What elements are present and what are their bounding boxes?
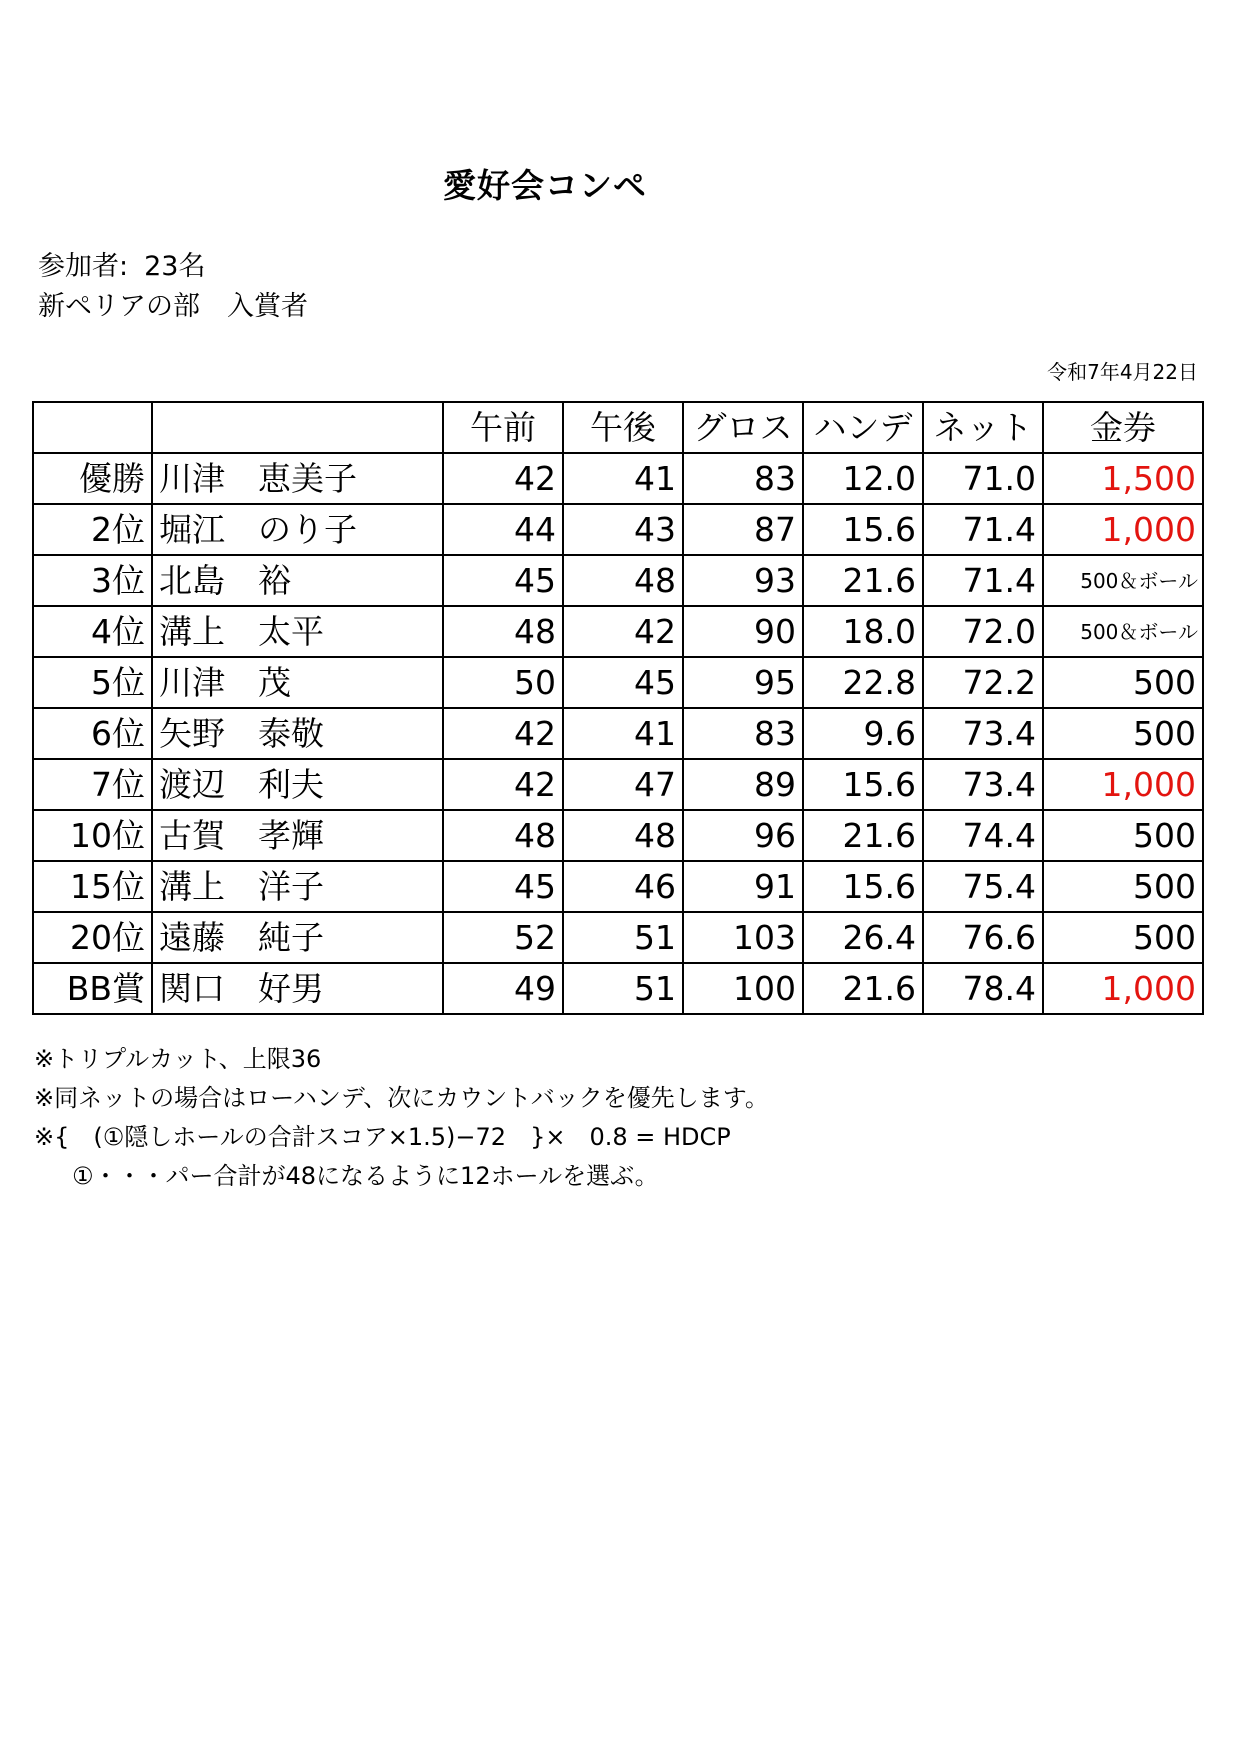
cell-name: 矢野 泰敬 — [152, 708, 443, 759]
cell-am: 48 — [443, 606, 563, 657]
cell-rank: BB賞 — [33, 963, 152, 1014]
cell-handicap: 15.6 — [803, 861, 923, 912]
cell-am: 44 — [443, 504, 563, 555]
cell-net: 72.0 — [923, 606, 1043, 657]
cell-handicap: 15.6 — [803, 759, 923, 810]
cell-name: 溝上 洋子 — [152, 861, 443, 912]
cell-net: 73.4 — [923, 708, 1043, 759]
cell-prize: 500 — [1043, 912, 1203, 963]
cell-rank: 3位 — [33, 555, 152, 606]
table-row — [33, 606, 1203, 657]
cell-net: 72.2 — [923, 657, 1043, 708]
cell-pm: 41 — [563, 708, 683, 759]
cell-name: 古賀 孝輝 — [152, 810, 443, 861]
header-pm: 午後 — [563, 402, 683, 453]
cell-am: 48 — [443, 810, 563, 861]
cell-rank: 4位 — [33, 606, 152, 657]
cell-rank: 20位 — [33, 912, 152, 963]
cell-net: 71.4 — [923, 555, 1043, 606]
cell-name: 川津 茂 — [152, 657, 443, 708]
participant-number: 23名 — [144, 251, 206, 282]
cell-pm: 47 — [563, 759, 683, 810]
cell-handicap: 22.8 — [803, 657, 923, 708]
table-row — [33, 963, 1203, 1014]
cell-rank: 7位 — [33, 759, 152, 810]
cell-rank: 優勝 — [33, 453, 152, 504]
table-row — [33, 708, 1203, 759]
cell-gross: 83 — [683, 453, 803, 504]
cell-net: 71.0 — [923, 453, 1043, 504]
table-row — [33, 861, 1203, 912]
cell-rank: 6位 — [33, 708, 152, 759]
cell-am: 45 — [443, 555, 563, 606]
cell-name: 関口 好男 — [152, 963, 443, 1014]
cell-prize: 1,000 — [1043, 504, 1203, 555]
cell-name: 遠藤 純子 — [152, 912, 443, 963]
cell-am: 52 — [443, 912, 563, 963]
table-header-row — [33, 402, 1203, 453]
cell-gross: 91 — [683, 861, 803, 912]
cell-prize: 500＆ボール — [1043, 606, 1203, 657]
table-row — [33, 912, 1203, 963]
cell-pm: 51 — [563, 912, 683, 963]
cell-gross: 87 — [683, 504, 803, 555]
cell-prize: 1,000 — [1043, 759, 1203, 810]
cell-handicap: 15.6 — [803, 504, 923, 555]
cell-name: 溝上 太平 — [152, 606, 443, 657]
header-name — [152, 402, 443, 453]
cell-handicap: 12.0 — [803, 453, 923, 504]
cell-prize: 500 — [1043, 657, 1203, 708]
cell-name: 北島 裕 — [152, 555, 443, 606]
cell-pm: 42 — [563, 606, 683, 657]
division-heading: 新ペリアの部 入賞者 — [38, 291, 308, 322]
cell-handicap: 18.0 — [803, 606, 923, 657]
cell-handicap: 9.6 — [803, 708, 923, 759]
note-hole-selection: ①・・・パー合計が48になるように12ホールを選ぶ。 — [72, 1162, 659, 1190]
note-tiebreak: ※同ネットの場合はローハンデ、次にカウントバックを優先します。 — [34, 1084, 769, 1112]
cell-am: 42 — [443, 759, 563, 810]
cell-rank: 15位 — [33, 861, 152, 912]
cell-gross: 93 — [683, 555, 803, 606]
table-row — [33, 810, 1203, 861]
cell-am: 45 — [443, 861, 563, 912]
cell-prize: 1,000 — [1043, 963, 1203, 1014]
cell-gross: 96 — [683, 810, 803, 861]
header-am: 午前 — [443, 402, 563, 453]
note-hdcp-formula: ※{ (①隠しホールの合計スコア×1.5)−72 }× 0.8 = HDCP — [34, 1123, 731, 1151]
cell-net: 75.4 — [923, 861, 1043, 912]
header-rank — [33, 402, 152, 453]
header-net: ネット — [923, 402, 1043, 453]
event-date: 令和7年4月22日 — [1047, 360, 1198, 384]
table-row — [33, 759, 1203, 810]
header-handicap: ハンデ — [803, 402, 923, 453]
cell-am: 50 — [443, 657, 563, 708]
cell-pm: 45 — [563, 657, 683, 708]
cell-handicap: 21.6 — [803, 963, 923, 1014]
cell-prize: 500 — [1043, 810, 1203, 861]
cell-pm: 48 — [563, 555, 683, 606]
table-row — [33, 657, 1203, 708]
cell-am: 42 — [443, 708, 563, 759]
header-gross: グロス — [683, 402, 803, 453]
cell-gross: 103 — [683, 912, 803, 963]
notes-section — [34, 1040, 769, 1196]
note-triple-cut: ※トリプルカット、上限36 — [34, 1045, 322, 1073]
cell-handicap: 21.6 — [803, 810, 923, 861]
participant-label: 参加者: — [38, 251, 129, 282]
cell-rank: 10位 — [33, 810, 152, 861]
cell-pm: 46 — [563, 861, 683, 912]
cell-am: 42 — [443, 453, 563, 504]
cell-name: 堀江 のり子 — [152, 504, 443, 555]
participant-count — [38, 244, 205, 283]
cell-net: 71.4 — [923, 504, 1043, 555]
cell-name: 渡辺 利夫 — [152, 759, 443, 810]
cell-net: 73.4 — [923, 759, 1043, 810]
cell-gross: 89 — [683, 759, 803, 810]
cell-prize: 500＆ボール — [1043, 555, 1203, 606]
cell-pm: 43 — [563, 504, 683, 555]
cell-pm: 48 — [563, 810, 683, 861]
cell-gross: 95 — [683, 657, 803, 708]
cell-am: 49 — [443, 963, 563, 1014]
cell-gross: 83 — [683, 708, 803, 759]
cell-net: 78.4 — [923, 963, 1043, 1014]
table-row — [33, 504, 1203, 555]
cell-pm: 41 — [563, 453, 683, 504]
table-row — [33, 555, 1203, 606]
cell-prize: 500 — [1043, 861, 1203, 912]
results-table — [32, 401, 1204, 1015]
cell-net: 74.4 — [923, 810, 1043, 861]
header-prize: 金券 — [1043, 402, 1203, 453]
table-row — [33, 453, 1203, 504]
cell-handicap: 21.6 — [803, 555, 923, 606]
cell-name: 川津 恵美子 — [152, 453, 443, 504]
cell-rank: 5位 — [33, 657, 152, 708]
page-title: 愛好会コンペ — [443, 166, 647, 205]
cell-prize: 1,500 — [1043, 453, 1203, 504]
cell-handicap: 26.4 — [803, 912, 923, 963]
cell-prize: 500 — [1043, 708, 1203, 759]
cell-gross: 100 — [683, 963, 803, 1014]
cell-rank: 2位 — [33, 504, 152, 555]
cell-pm: 51 — [563, 963, 683, 1014]
cell-net: 76.6 — [923, 912, 1043, 963]
cell-gross: 90 — [683, 606, 803, 657]
